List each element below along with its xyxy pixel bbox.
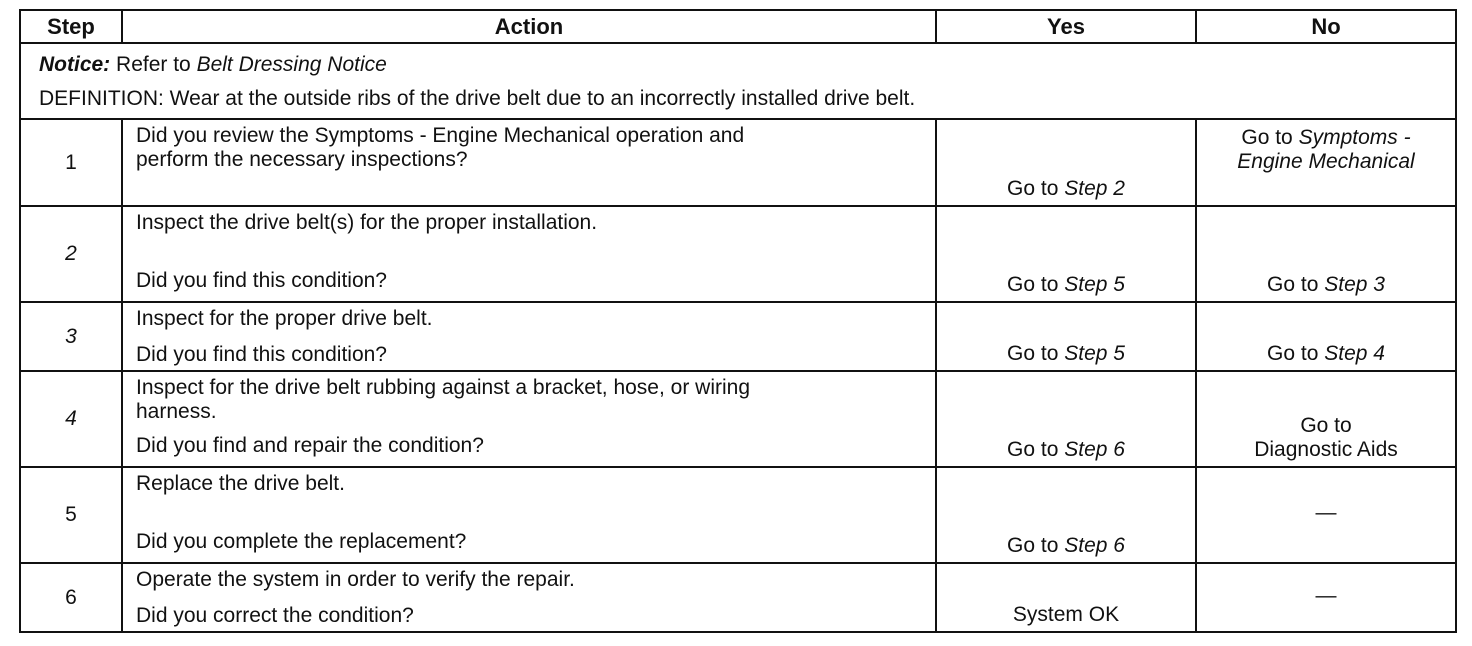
- table-row-step-1: [20, 119, 1456, 206]
- action-text: Inspect for the proper drive belt.: [136, 307, 433, 330]
- notice-row: [20, 43, 1456, 119]
- no-prefix: Go to: [1267, 342, 1319, 365]
- step-number-text: 3: [65, 324, 77, 348]
- table-row-step-6: [20, 563, 1456, 632]
- table-row-step-3: [20, 302, 1456, 371]
- yes-prefix: Go to: [1007, 177, 1059, 200]
- step-number-text: 6: [65, 585, 77, 609]
- yes-cell: [936, 119, 1196, 206]
- action-text: Inspect the drive belt(s) for the proper installation.: [136, 211, 598, 234]
- no-link[interactable]: Symptoms -: [1298, 126, 1411, 149]
- step-number-text: 2: [65, 242, 77, 265]
- yes-prefix: Go to: [1007, 534, 1059, 557]
- step-number: [20, 563, 122, 632]
- no-dash: —: [1315, 583, 1337, 607]
- yes-cell: [936, 206, 1196, 302]
- action-text: Did you review the Symptoms - Engine Mechanical operation and: [136, 124, 745, 147]
- action-cell: [122, 302, 936, 371]
- step-number: [20, 119, 122, 206]
- definition-text: DEFINITION: Wear at the outside ribs of the drive belt due to an incorrectly installed drive belt.: [39, 87, 916, 110]
- step-number: [20, 467, 122, 563]
- table-row-step-5: [20, 467, 1456, 563]
- action-question: Did you find this condition?: [136, 269, 387, 292]
- action-text: perform the necessary inspections?: [136, 148, 468, 171]
- action-text: Replace the drive belt.: [136, 472, 345, 495]
- step-number: [20, 206, 122, 302]
- notice-label: Notice:: [39, 53, 111, 76]
- step-number-text: 5: [65, 503, 77, 526]
- action-cell: [122, 371, 936, 467]
- header-row: [20, 10, 1456, 43]
- diagnostic-table: [19, 9, 1457, 633]
- action-question: Did you correct the condition?: [136, 604, 414, 627]
- no-prefix: Go to: [1241, 126, 1293, 149]
- action-cell: [122, 467, 936, 563]
- step-number: [20, 371, 122, 467]
- notice-reference: Belt Dressing Notice: [196, 53, 387, 76]
- notice-line: [39, 48, 1437, 82]
- yes-cell: [936, 371, 1196, 467]
- action-cell: [122, 206, 936, 302]
- action-cell: [122, 119, 936, 206]
- action-text: harness.: [136, 400, 217, 423]
- no-cell: [1196, 119, 1456, 206]
- step-number-text: 1: [65, 150, 77, 174]
- yes-prefix: Go to: [1007, 342, 1059, 365]
- action-text: Inspect for the drive belt rubbing against a bracket, hose, or wiring: [136, 376, 751, 399]
- action-question: Did you find this condition?: [136, 343, 387, 366]
- action-question: Did you find and repair the condition?: [136, 434, 484, 457]
- no-step-link[interactable]: Step 3: [1324, 273, 1385, 296]
- yes-cell: [936, 467, 1196, 563]
- yes-step-link[interactable]: Step 6: [1064, 534, 1125, 557]
- action-question: Did you complete the replacement?: [136, 530, 467, 553]
- notice-cell: [20, 43, 1456, 119]
- no-cell: [1196, 563, 1456, 632]
- no-link[interactable]: Engine Mechanical: [1237, 150, 1415, 173]
- no-cell: [1196, 206, 1456, 302]
- no-dash: —: [1315, 501, 1337, 524]
- step-number-text: 4: [65, 407, 77, 430]
- yes-prefix: Go to: [1007, 438, 1059, 461]
- yes-step-link[interactable]: Step 5: [1064, 273, 1125, 296]
- yes-result: System OK: [1012, 603, 1120, 626]
- header-action: Action: [122, 10, 936, 43]
- table-row-step-2: [20, 206, 1456, 302]
- header-yes: Yes: [936, 10, 1196, 43]
- yes-cell: [936, 563, 1196, 632]
- notice-text: Refer to: [116, 53, 191, 76]
- no-step-link[interactable]: Step 4: [1324, 342, 1385, 365]
- table-row-step-4: [20, 371, 1456, 467]
- action-text: Operate the system in order to verify the repair.: [136, 568, 575, 591]
- no-link[interactable]: Diagnostic Aids: [1254, 438, 1398, 461]
- no-prefix: Go to: [1300, 414, 1352, 437]
- no-cell: [1196, 467, 1456, 563]
- yes-cell: [936, 302, 1196, 371]
- no-cell: [1196, 371, 1456, 467]
- action-cell: [122, 563, 936, 632]
- no-prefix: Go to: [1267, 273, 1319, 296]
- header-no: No: [1196, 10, 1456, 43]
- no-cell: [1196, 302, 1456, 371]
- header-step: Step: [20, 10, 122, 43]
- step-number: [20, 302, 122, 371]
- yes-step-link[interactable]: Step 6: [1064, 438, 1125, 461]
- yes-prefix: Go to: [1007, 273, 1059, 296]
- yes-step-link[interactable]: Step 5: [1064, 342, 1125, 365]
- yes-step-link[interactable]: Step 2: [1064, 177, 1125, 200]
